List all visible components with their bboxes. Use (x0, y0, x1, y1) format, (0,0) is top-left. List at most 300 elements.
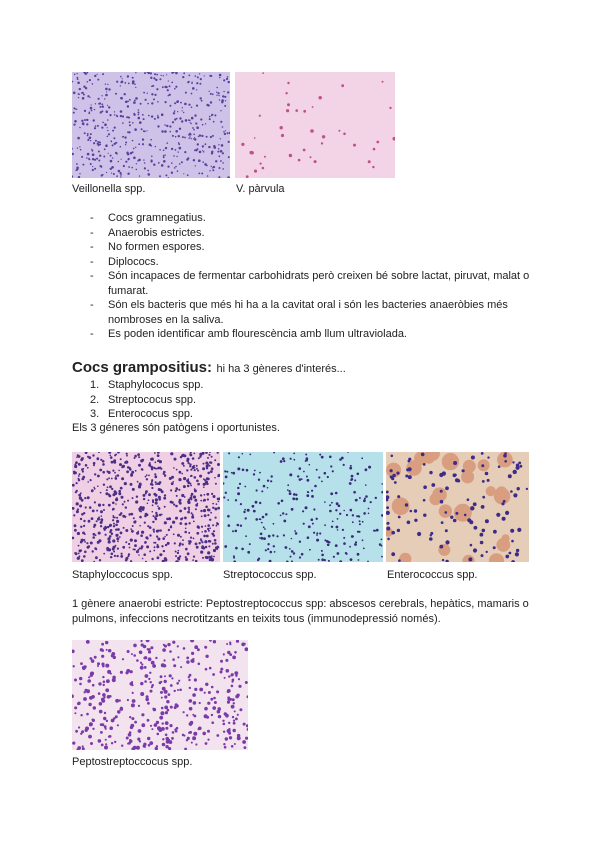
cell-dot (113, 173, 115, 175)
cell-dot (89, 696, 93, 700)
cell-dot (84, 541, 86, 543)
cell-dot (182, 136, 184, 138)
cell-dot (143, 657, 146, 660)
cell-dot (213, 534, 216, 537)
cell-dot (162, 738, 164, 740)
cell-dot (128, 543, 130, 545)
cell-dot (285, 513, 287, 515)
cell-dot (213, 495, 216, 498)
cell-dot (174, 167, 176, 169)
cell-dot (197, 483, 200, 486)
cell-dot (140, 662, 142, 664)
cell-dot (429, 471, 432, 474)
cell-dot (343, 464, 345, 466)
cell-dot (141, 531, 144, 534)
cell-dot (112, 144, 114, 146)
cell-dot (355, 541, 357, 543)
cell-dot (407, 521, 411, 525)
cell-dot (368, 466, 371, 469)
cell-dot (206, 165, 208, 167)
cell-dot (152, 511, 154, 513)
cell-dot (145, 492, 147, 494)
cell-dot (196, 465, 198, 467)
cell-dot (175, 517, 178, 520)
cell-dot (235, 530, 238, 533)
cell-dot (391, 531, 395, 535)
cell-dot (198, 457, 200, 459)
cell-dot (148, 678, 150, 680)
cell-dot (212, 543, 214, 545)
cell-dot (185, 119, 188, 122)
cell-dot (207, 702, 210, 705)
cell-dot (164, 680, 167, 683)
cell-dot (312, 523, 314, 525)
cell-dot (148, 115, 150, 117)
cell-dot (214, 477, 216, 479)
cell-dot (200, 494, 202, 496)
cell-dot (481, 554, 484, 557)
cell-dot (498, 465, 501, 468)
cell-dot (228, 675, 230, 677)
cell-dot (168, 80, 169, 81)
cell-dot (440, 500, 444, 504)
cell-dot (173, 155, 175, 157)
cell-dot (161, 554, 163, 556)
cell-dot (150, 139, 152, 141)
cell-dot (180, 102, 182, 104)
cell-dot (94, 473, 96, 475)
cell-dot (73, 92, 76, 95)
cell-dot (141, 469, 143, 471)
cell-dot (161, 545, 163, 547)
cell-dot (100, 144, 102, 146)
cell-dot (111, 478, 113, 480)
cell-dot (170, 684, 173, 687)
cell-dot (264, 156, 266, 158)
cell-dot (255, 501, 258, 504)
cell-dot (245, 681, 248, 684)
cell-dot (86, 713, 89, 716)
cell-dot (116, 537, 119, 540)
cell-dot (108, 477, 110, 479)
cell-dot (470, 544, 473, 547)
cell-dot (75, 462, 77, 464)
cell-dot (207, 730, 210, 733)
cell-dot (349, 482, 352, 485)
cell-dot (156, 88, 158, 90)
cell-dot (496, 538, 510, 552)
cell-dot (83, 697, 87, 701)
cell-dot (214, 459, 216, 461)
cell-dot (194, 138, 196, 140)
cell-dot (143, 494, 146, 497)
cell-dot (114, 472, 116, 474)
cell-dot (105, 688, 109, 692)
cell-dot (113, 461, 116, 464)
cell-dot (102, 504, 104, 506)
cell-dot (129, 468, 132, 471)
cell-dot (324, 501, 326, 503)
cell-dot (390, 476, 393, 479)
cell-dot (143, 498, 145, 500)
cell-dot (157, 115, 158, 116)
cell-dot (183, 647, 186, 650)
cell-dot (382, 81, 384, 83)
cell-dot (431, 483, 435, 487)
cell-dot (291, 538, 293, 540)
cell-dot (208, 454, 210, 456)
cell-dot (209, 465, 211, 467)
veillonella-micrograph (72, 72, 230, 178)
cell-dot (223, 496, 225, 498)
cell-dot (124, 93, 126, 95)
cell-dot (224, 545, 227, 548)
cell-dot (78, 553, 80, 555)
cell-dot (181, 120, 183, 122)
cell-dot (146, 474, 148, 476)
cell-dot (188, 507, 190, 509)
cell-dot (353, 144, 356, 147)
cell-dot (82, 476, 85, 479)
cell-dot (319, 532, 321, 534)
cell-dot (182, 539, 184, 541)
cell-dot (190, 475, 192, 477)
cell-dot (167, 89, 169, 91)
cell-dot (423, 485, 427, 489)
cell-dot (93, 533, 96, 536)
cell-dot (196, 105, 198, 107)
cell-dot (299, 541, 301, 543)
cell-dot (216, 95, 217, 96)
cell-dot (107, 119, 109, 121)
cell-dot (124, 482, 127, 485)
cell-dot (164, 690, 168, 694)
cell-dot (194, 688, 197, 691)
cell-dot (121, 477, 124, 480)
cell-dot (154, 476, 157, 479)
cell-dot (187, 552, 190, 555)
cell-dot (74, 529, 77, 532)
cell-dot (223, 79, 225, 81)
cell-dot (167, 709, 170, 712)
cell-dot (84, 119, 86, 121)
cell-dot (115, 492, 117, 494)
enterococcus-stain-image (386, 452, 529, 562)
cell-dot (102, 471, 105, 474)
cell-dot (223, 131, 225, 133)
cell-dot (135, 87, 136, 88)
cell-dot (90, 542, 93, 545)
cell-dot (140, 507, 142, 509)
cell-dot (508, 474, 512, 478)
cell-dot (176, 118, 178, 120)
cell-dot (219, 155, 221, 157)
cell-dot (209, 75, 211, 77)
cell-dot (150, 466, 153, 469)
cell-dot (130, 539, 133, 542)
cell-dot (192, 514, 194, 516)
cell-dot (90, 133, 92, 135)
cell-dot (120, 458, 122, 460)
cell-dot (167, 166, 169, 168)
cell-dot (324, 472, 327, 475)
cell-dot (213, 697, 216, 700)
cell-dot (277, 502, 280, 505)
cell-dot (189, 731, 192, 734)
cell-dot (163, 644, 165, 646)
cell-dot (516, 549, 519, 552)
cell-dot (368, 513, 370, 515)
cell-dot (143, 745, 146, 748)
cell-dot (186, 158, 188, 160)
cell-dot (123, 136, 125, 138)
cell-dot (244, 486, 246, 488)
cell-dot (73, 107, 75, 109)
cell-dot (120, 76, 122, 78)
cell-dot (163, 150, 165, 152)
cell-dot (216, 523, 218, 525)
cell-dot (156, 536, 158, 538)
cell-dot (112, 678, 116, 682)
cell-dot (223, 731, 225, 733)
cell-dot (193, 701, 197, 705)
caption-streptococcus: Streptococcus spp. (223, 569, 317, 581)
cell-dot (171, 476, 174, 479)
cell-dot (150, 690, 153, 693)
cell-dot (101, 744, 104, 747)
cell-dot (201, 100, 203, 102)
cell-dot (134, 83, 136, 85)
cell-dot (207, 524, 210, 527)
cell-dot (257, 559, 259, 561)
cell-dot (87, 679, 91, 683)
cell-dot (118, 161, 120, 163)
cell-dot (207, 551, 210, 554)
cell-dot (189, 707, 193, 711)
cell-dot (232, 472, 235, 475)
cell-dot (335, 544, 338, 547)
cell-dot (134, 539, 137, 542)
cell-dot (161, 697, 163, 699)
cell-dot (155, 483, 157, 485)
cell-dot (209, 556, 211, 558)
cell-dot (98, 98, 100, 100)
cell-dot (102, 460, 105, 463)
cell-dot (155, 657, 157, 659)
cell-dot (127, 650, 130, 653)
cell-dot (467, 498, 470, 501)
cell-dot (88, 703, 91, 706)
cell-dot (174, 110, 176, 112)
cell-dot (227, 91, 229, 93)
cell-dot (311, 490, 313, 492)
cell-dot (173, 481, 175, 483)
cell-dot (140, 534, 143, 537)
cell-dot (485, 472, 489, 476)
list-item: - Cocs gramnegatius. (90, 211, 545, 226)
cell-dot (233, 722, 236, 725)
cell-dot (219, 77, 220, 78)
cell-dot (146, 478, 148, 480)
cell-dot (188, 509, 190, 511)
caption-v-parvula: V. pàrvula (236, 183, 285, 195)
cell-dot (158, 728, 162, 732)
cell-dot (164, 695, 167, 698)
cell-dot (91, 490, 93, 492)
cell-dot (132, 77, 134, 79)
cell-dot (201, 526, 203, 528)
cell-dot (206, 136, 208, 138)
cell-dot (150, 72, 152, 74)
cell-dot (349, 546, 351, 548)
cell-dot (227, 696, 230, 699)
cell-dot (346, 514, 348, 516)
cell-dot (186, 714, 188, 716)
veillonella-stain-image (72, 72, 230, 178)
cell-dot (481, 452, 484, 455)
cell-dot (178, 135, 180, 137)
cell-dot (106, 478, 108, 480)
cell-dot (227, 76, 229, 78)
cell-dot (302, 510, 304, 512)
cell-dot (216, 503, 218, 505)
cell-dot (184, 517, 187, 520)
cell-dot (263, 537, 266, 540)
cell-dot (153, 531, 155, 533)
cell-dot (87, 81, 89, 83)
cell-dot (351, 475, 354, 478)
cell-dot (97, 143, 99, 145)
cell-dot (386, 506, 389, 509)
cell-dot (210, 93, 212, 95)
cell-dot (517, 487, 520, 490)
cell-dot (213, 145, 215, 147)
cell-dot (85, 464, 88, 467)
cell-dot (370, 501, 372, 503)
cell-dot (187, 511, 190, 514)
cell-dot (146, 130, 147, 131)
cell-dot (144, 542, 146, 544)
cell-dot (204, 692, 206, 694)
section-heading (72, 359, 346, 377)
cell-dot (260, 163, 262, 165)
cell-dot (111, 719, 115, 723)
cell-dot (87, 95, 89, 97)
cell-dot (125, 461, 128, 464)
cell-dot (199, 688, 203, 692)
cell-dot (135, 147, 136, 148)
cell-dot (280, 515, 282, 517)
genus-name: Enterococus spp. (108, 408, 193, 420)
cell-dot (330, 492, 333, 495)
cell-dot (183, 477, 186, 480)
cell-dot (164, 154, 166, 156)
cell-dot (89, 506, 92, 509)
cell-dot (280, 126, 283, 129)
cell-dot (341, 457, 344, 460)
cell-dot (194, 678, 197, 681)
cell-dot (212, 135, 214, 137)
cell-dot (127, 101, 129, 103)
cell-dot (305, 506, 308, 509)
cell-dot (207, 457, 209, 459)
cell-dot (213, 121, 215, 123)
cell-dot (145, 698, 149, 702)
cell-dot (87, 481, 89, 483)
cell-dot (210, 470, 213, 473)
cell-dot (125, 161, 127, 163)
cell-dot (156, 74, 158, 76)
cell-dot (155, 498, 158, 501)
cell-dot (106, 489, 108, 491)
cell-dot (164, 706, 168, 710)
cell-dot (100, 106, 102, 108)
cell-dot (153, 98, 155, 100)
cell-dot (94, 159, 96, 161)
list-item: - Diplococs. (90, 255, 545, 270)
cell-dot (126, 455, 128, 457)
cell-dot (217, 463, 220, 466)
cell-dot (306, 457, 309, 460)
cell-dot (103, 684, 105, 686)
cell-dot (201, 515, 203, 517)
cell-dot (176, 682, 179, 685)
cell-dot (76, 167, 79, 170)
cell-dot (120, 97, 121, 98)
cell-dot (199, 151, 202, 154)
cell-dot (227, 515, 230, 518)
cell-dot (111, 533, 113, 535)
cell-dot (324, 559, 326, 561)
cell-dot (76, 511, 78, 513)
cell-dot (242, 469, 245, 472)
cell-dot (376, 529, 379, 532)
cell-dot (118, 470, 120, 472)
cell-dot (107, 105, 108, 106)
list-item (90, 378, 203, 393)
cell-dot (505, 555, 509, 559)
cell-dot (220, 110, 221, 111)
cell-dot (82, 97, 85, 100)
cell-dot (160, 675, 163, 678)
cell-dot (106, 720, 108, 722)
cell-dot (135, 500, 138, 503)
cell-dot (256, 489, 258, 491)
cell-dot (299, 556, 301, 558)
cell-dot (387, 538, 390, 541)
cell-dot (227, 132, 229, 134)
cell-dot (208, 105, 210, 107)
cell-dot (192, 457, 195, 460)
cell-dot (199, 453, 202, 456)
cell-dot (109, 735, 112, 738)
cell-dot (100, 648, 103, 651)
cell-dot (82, 164, 84, 166)
cell-dot (177, 170, 179, 172)
cell-dot (209, 91, 210, 92)
cell-dot (228, 81, 230, 83)
cell-dot (78, 494, 81, 497)
cell-dot (105, 83, 106, 84)
cell-dot (293, 493, 296, 496)
cell-dot (226, 669, 230, 673)
cell-dot (107, 84, 108, 85)
cell-dot (120, 146, 122, 148)
cell-dot (144, 72, 146, 74)
cell-dot (86, 123, 88, 125)
list-item: - Anaerobis estrictes. (90, 226, 545, 241)
cell-dot (185, 556, 187, 558)
